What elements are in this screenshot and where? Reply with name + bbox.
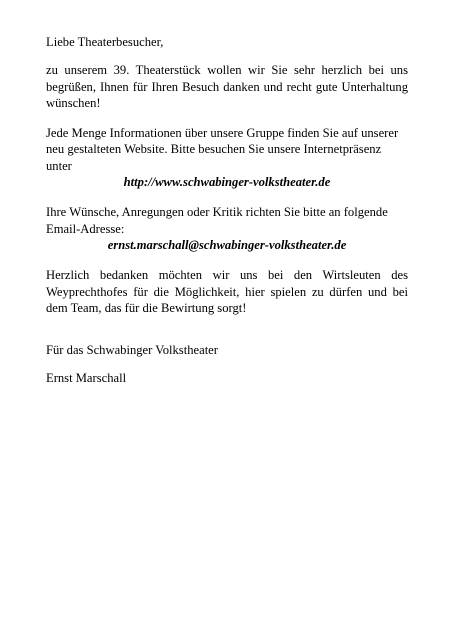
- website-paragraph: [46, 125, 408, 190]
- closing-line: Für das Schwabinger Volkstheater: [46, 343, 218, 358]
- website-link[interactable]: http://www.schwabinger-volkstheater.de: [123, 175, 331, 190]
- website-text: Jede Menge Informationen über unsere Gruppe finden Sie auf unserer neu gestalteten Website. Bitte besuchen Sie unsere Internetpräsenz unter: [46, 126, 399, 173]
- thanks-paragraph: Herzlich bedanken möchten wir uns bei den Wirtsleuten des Weyprechthofes für die Möglichkeit, hier spielen zu dürfen und bei dem Team, das für die Bewirtung sorgt!: [46, 268, 408, 315]
- email-link[interactable]: ernst.marschall@schwabinger-volkstheater.de: [107, 237, 347, 252]
- salutation: Liebe Theaterbesucher,: [46, 35, 164, 49]
- feedback-paragraph: [46, 204, 408, 253]
- signature: Ernst Marschall: [46, 371, 127, 386]
- letter-page: [46, 34, 408, 387]
- welcome-paragraph: zu unserem 39. Theaterstück wollen wir Sie sehr herzlich bei uns begrüßen, Ihnen für Ihren Besuch danken und recht gute Unterhaltung wünschen!: [46, 63, 408, 110]
- feedback-text: Ihre Wünsche, Anregungen oder Kritik richten Sie bitte an folgende Email-Adresse:: [46, 205, 388, 236]
